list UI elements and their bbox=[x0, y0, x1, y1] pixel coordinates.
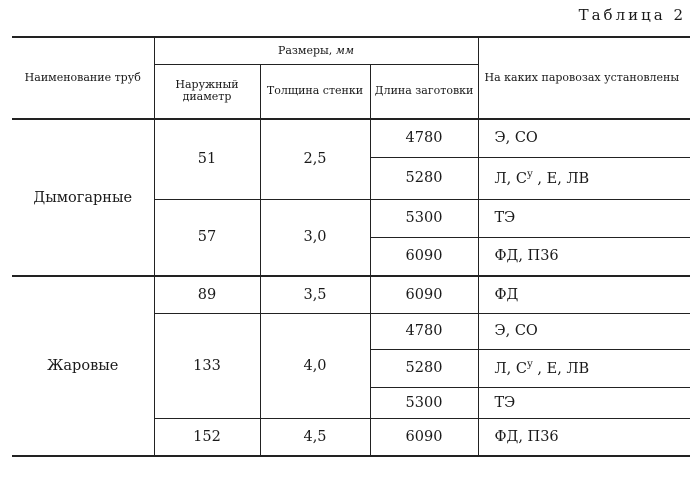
cell-locomotives bbox=[478, 349, 690, 387]
group-name-flue-tubes: Жаровые bbox=[47, 358, 119, 374]
cell-thickness: 4,5 bbox=[260, 418, 370, 456]
header-pipe-name: Наименование труб bbox=[24, 71, 141, 84]
header-sizes bbox=[154, 37, 478, 64]
cell-locomotives: ФД bbox=[478, 276, 690, 313]
cell-diameter: 133 bbox=[154, 313, 260, 418]
cell-length: 6090 bbox=[370, 276, 478, 313]
cell-locomotives bbox=[478, 157, 690, 199]
cell-diameter: 51 bbox=[154, 119, 260, 199]
loco-superscript: у bbox=[526, 169, 533, 181]
header-sizes-label: Размеры, bbox=[277, 43, 333, 57]
header-outer-diameter: Наружный диаметр bbox=[154, 64, 260, 119]
cell-thickness: 3,5 bbox=[260, 276, 370, 313]
cell-thickness: 2,5 bbox=[260, 119, 370, 199]
cell-length: 6090 bbox=[370, 237, 478, 276]
cell-diameter: 89 bbox=[154, 276, 260, 313]
header-locomotives: На каких паровозах установлены bbox=[478, 37, 690, 119]
cell-length: 5280 bbox=[370, 157, 478, 199]
cell-locomotives: ТЭ bbox=[478, 199, 690, 237]
cell-diameter: 152 bbox=[154, 418, 260, 456]
cell-locomotives: ТЭ bbox=[478, 387, 690, 418]
cell-diameter: 57 bbox=[154, 199, 260, 276]
pipe-dimensions-table bbox=[12, 36, 690, 457]
header-wall-thickness: Толщина стенки bbox=[260, 64, 370, 119]
cell-thickness: 4,0 bbox=[260, 313, 370, 418]
cell-thickness: 3,0 bbox=[260, 199, 370, 276]
cell-length: 6090 bbox=[370, 418, 478, 456]
cell-length: 5300 bbox=[370, 387, 478, 418]
cell-locomotives: ФД, П36 bbox=[478, 418, 690, 456]
cell-length: 4780 bbox=[370, 119, 478, 157]
table-caption: Таблица 2 bbox=[578, 6, 686, 24]
loco-text: Л, С bbox=[494, 170, 527, 187]
cell-locomotives: ФД, П36 bbox=[478, 237, 690, 276]
loco-text: Л, С bbox=[494, 360, 527, 377]
header-blank-length: Длина заготовки bbox=[370, 64, 478, 119]
cell-locomotives: Э, СО bbox=[478, 119, 690, 157]
cell-length: 4780 bbox=[370, 313, 478, 349]
cell-length: 5300 bbox=[370, 199, 478, 237]
cell-length: 5280 bbox=[370, 349, 478, 387]
header-sizes-unit: мм bbox=[335, 43, 355, 57]
loco-text: , Е, ЛВ bbox=[532, 360, 590, 377]
loco-superscript: у bbox=[526, 359, 533, 371]
group-name-smoke-tubes: Дымогарные bbox=[33, 189, 133, 206]
loco-text: , Е, ЛВ bbox=[532, 170, 590, 187]
cell-locomotives: Э, СО bbox=[478, 313, 690, 349]
